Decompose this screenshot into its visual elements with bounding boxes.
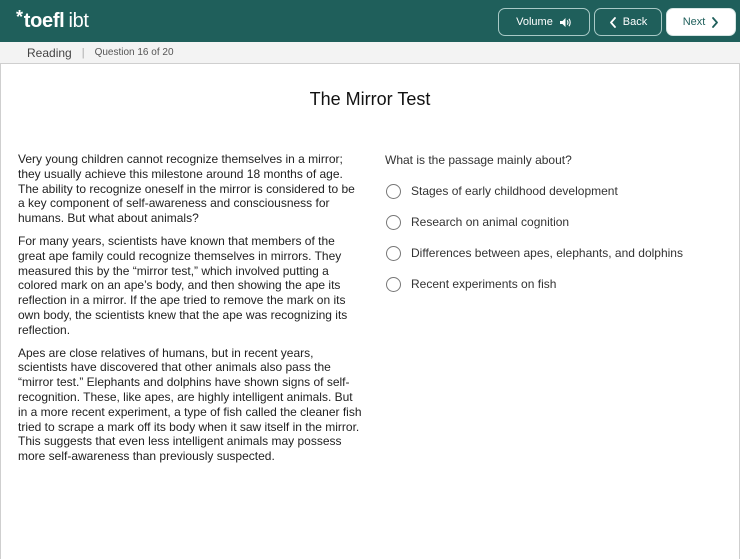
back-button[interactable] <box>594 8 662 36</box>
logo-text: toefl <box>23 9 65 32</box>
question-prompt: What is the passage mainly about? <box>385 153 572 167</box>
option-label: Research on animal cognition <box>411 215 570 229</box>
answer-option-4[interactable] <box>386 274 726 294</box>
answer-options <box>386 181 726 305</box>
passage-title: The Mirror Test <box>309 89 431 109</box>
option-label: Recent experiments on fish <box>411 277 557 291</box>
option-label: Stages of early childhood development <box>411 184 618 198</box>
radio-button[interactable] <box>386 215 401 230</box>
chevron-left-icon <box>609 17 617 28</box>
passage-paragraph: For many years, scientists have known that members of the great ape family could recognize themselves in mirrors. They measured this by the “mirror test,” which involved putting a colored mark on an ape’s body, and then showing the ape its reflection in a mirror. If the ape tried to remove the mark on its own body, the scientists knew that the ape was recognizing its reflection. <box>18 233 348 337</box>
section-bar <box>0 42 740 64</box>
next-label: Next <box>682 16 706 28</box>
top-bar <box>0 0 740 42</box>
frame-border-left <box>0 64 1 559</box>
answer-option-1[interactable] <box>386 181 726 201</box>
question-counter: Question 16 of 20 <box>94 47 174 58</box>
volume-label: Volume <box>516 16 553 28</box>
answer-option-2[interactable] <box>386 212 726 232</box>
answer-option-3[interactable] <box>386 243 726 263</box>
next-button[interactable] <box>666 8 736 36</box>
radio-button[interactable] <box>386 277 401 292</box>
section-label: Reading <box>27 45 72 60</box>
toefl-ibt-logo <box>16 8 89 34</box>
chevron-right-icon <box>711 17 719 28</box>
option-label: Differences between apes, elephants, and dolphins <box>411 246 683 260</box>
reading-passage <box>18 152 363 472</box>
logo-star: * <box>16 6 23 27</box>
passage-paragraph: Apes are close relatives of humans, but in recent years, scientists have discovered that other animals also pass the “mirror test.” Elephants and dolphins have shown signs of self-recognition. These, like apes, are highly intelligent animals. But in a more recent experiment, a type of fish called the cleaner fish tried to scrape a mark off its body when it saw itself in the mirror. This suggests that even less intelligent animals may possess more self-awareness than previously suspected. <box>18 345 362 464</box>
speaker-icon <box>559 17 572 28</box>
passage-paragraph: Very young children cannot recognize themselves in a mirror; they usually achieve this milestone around 18 months of age. The ability to recognize oneself in the mirror is considered to be a key component of self-awareness and consciousness for humans. But what about animals? <box>18 152 355 226</box>
radio-button[interactable] <box>386 246 401 261</box>
radio-button[interactable] <box>386 184 401 199</box>
volume-button[interactable] <box>498 8 590 36</box>
logo-suffix: ibt <box>68 9 89 32</box>
back-label: Back <box>622 16 648 28</box>
divider: | <box>81 46 85 59</box>
